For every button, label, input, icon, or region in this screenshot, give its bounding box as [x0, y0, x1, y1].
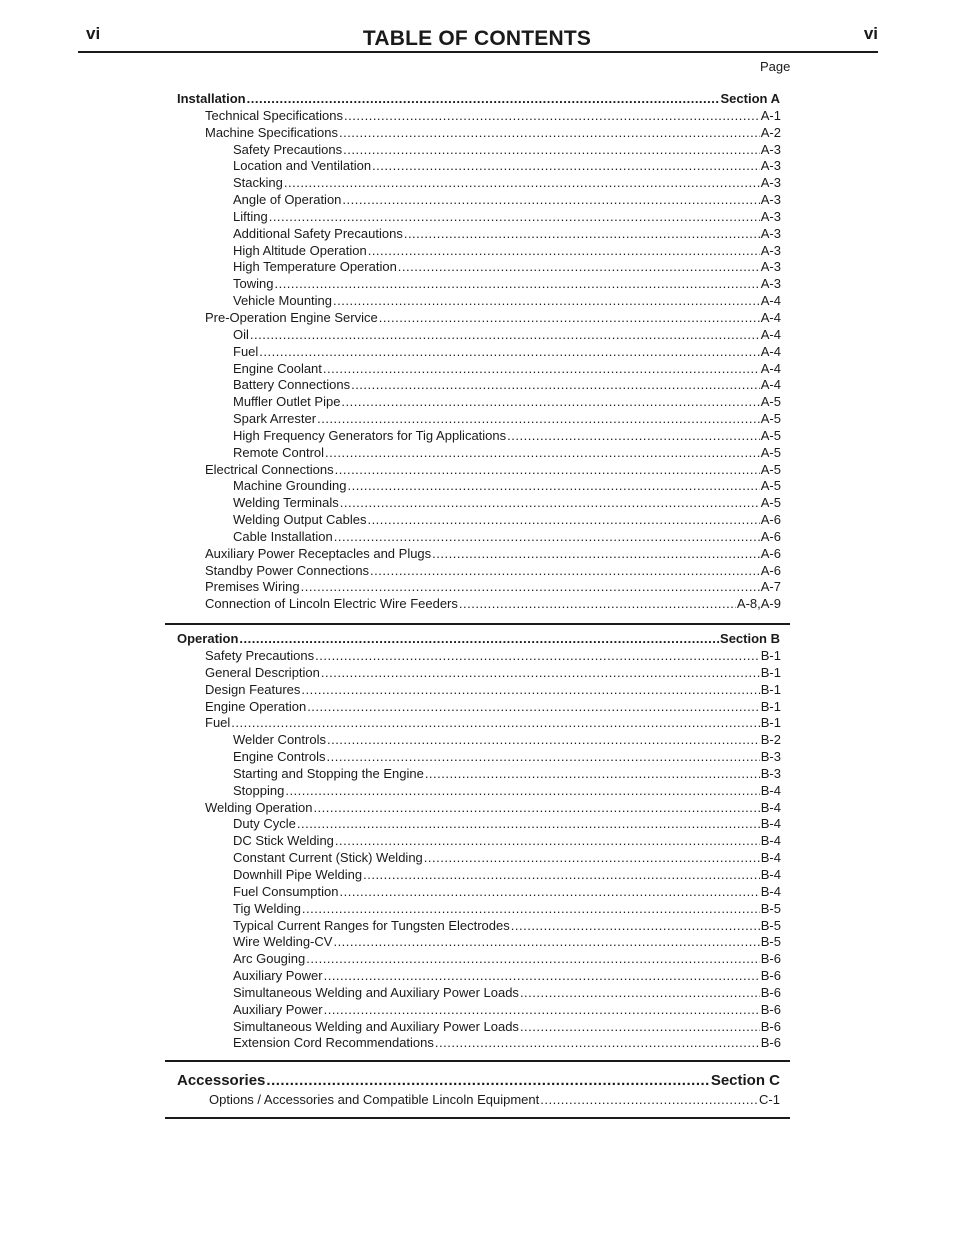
toc-entry-label: Engine Controls — [233, 749, 326, 765]
toc-entry-page: A-8,A-9 — [736, 596, 781, 612]
toc-entry[interactable] — [165, 293, 781, 310]
toc-entry[interactable] — [165, 800, 781, 817]
toc-entry-label: DC Stick Welding — [233, 833, 334, 849]
toc-entry[interactable] — [165, 579, 781, 596]
toc-entry[interactable] — [165, 1019, 781, 1036]
toc-entry-label: Simultaneous Welding and Auxiliary Power Loads — [233, 984, 519, 1000]
dot-leader — [297, 816, 760, 833]
toc-entry-page: A-3 — [760, 225, 781, 241]
dot-leader — [342, 192, 759, 209]
toc-entry[interactable] — [165, 158, 781, 175]
toc-entry-page: A-6 — [760, 512, 781, 528]
toc-entry-label: Premises Wiring — [205, 579, 300, 595]
toc-entry-label: Options / Accessories and Compatible Lincoln Equipment — [209, 1092, 540, 1108]
toc-entry-page: A-4 — [760, 343, 781, 359]
page-title: TABLE OF CONTENTS — [362, 27, 592, 50]
dot-leader — [324, 968, 760, 985]
toc-entry-page: A-5 — [760, 444, 781, 460]
toc-entry-label: Typical Current Ranges for Tungsten Electrodes — [233, 917, 510, 933]
toc-entry-label: Fuel Consumption — [233, 883, 339, 899]
dot-leader — [274, 276, 759, 293]
section-installation — [165, 91, 790, 613]
toc-entry-page: A-4 — [760, 293, 781, 309]
dot-leader — [459, 596, 736, 613]
toc-entry[interactable] — [165, 951, 781, 968]
dot-leader — [344, 108, 760, 125]
dot-leader — [343, 142, 760, 159]
toc-entry-label: Battery Connections — [233, 377, 351, 393]
toc-entry-label: Angle of Operation — [233, 192, 342, 208]
toc-entry-label: High Temperature Operation — [233, 259, 397, 275]
dot-leader — [424, 850, 760, 867]
toc-entry[interactable] — [165, 563, 781, 580]
toc-entry[interactable] — [165, 310, 781, 327]
toc-entry-page: A-4 — [760, 326, 781, 342]
toc-entry-label: Arc Gouging — [233, 951, 306, 967]
toc-entry[interactable] — [165, 108, 781, 125]
toc-entry[interactable] — [165, 648, 781, 665]
dot-leader — [333, 293, 760, 310]
dot-leader — [269, 209, 760, 226]
toc-entry[interactable] — [165, 192, 781, 209]
dot-leader — [432, 546, 760, 563]
dot-leader — [398, 259, 760, 276]
toc-section-heading[interactable]: Installation ..... Section A — [165, 91, 780, 108]
toc-entry[interactable] — [165, 934, 781, 951]
toc-entry-page: A-5 — [760, 495, 781, 511]
dot-leader — [347, 478, 759, 495]
toc-entry[interactable] — [165, 512, 781, 529]
toc-entry[interactable] — [165, 226, 781, 243]
toc-entry-label: Pre-Operation Engine Service — [205, 309, 378, 325]
toc-entry-page: B-1 — [760, 681, 781, 697]
toc-entry-label: Towing — [233, 276, 274, 292]
toc-entry-page: B-4 — [760, 883, 781, 899]
toc-entry-label: Starting and Stopping the Engine — [233, 765, 424, 781]
toc-entry-label: Engine Coolant — [233, 360, 322, 376]
dot-leader — [259, 344, 759, 361]
toc-entry-page: A-5 — [760, 461, 781, 477]
section-entries — [165, 1092, 790, 1109]
toc-entry-label: Oil — [233, 326, 249, 342]
toc-entry[interactable] — [165, 766, 781, 783]
toc-entry-label: Connection of Lincoln Electric Wire Feeders — [205, 596, 458, 612]
toc-entry-page: B-4 — [760, 799, 781, 815]
toc-entry-page: A-3 — [760, 158, 781, 174]
toc-entry[interactable] — [165, 901, 781, 918]
table-of-contents — [165, 91, 790, 1119]
toc-entry-page: B-5 — [760, 917, 781, 933]
toc-entry-page: A-3 — [760, 192, 781, 208]
toc-entry-label: Duty Cycle — [233, 816, 296, 832]
toc-entry[interactable] — [165, 732, 781, 749]
dot-leader — [335, 833, 760, 850]
dot-leader — [368, 243, 760, 260]
dot-leader — [363, 867, 760, 884]
toc-entry-label: Extension Cord Recommendations — [233, 1035, 434, 1051]
toc-entry[interactable] — [165, 1035, 781, 1052]
toc-entry-page: A-4 — [760, 309, 781, 325]
toc-entry-label: Spark Arrester — [233, 411, 317, 427]
toc-entry-page: B-6 — [760, 968, 781, 984]
toc-entry-label: General Description — [205, 664, 320, 680]
dot-leader — [325, 445, 760, 462]
dot-leader — [339, 125, 760, 142]
dot-leader — [307, 699, 760, 716]
dot-leader — [351, 377, 760, 394]
dot-leader — [315, 648, 760, 665]
toc-entry-page: B-6 — [760, 1018, 781, 1034]
dot-leader — [404, 226, 760, 243]
toc-entry[interactable] — [165, 209, 781, 226]
toc-entry-label: Auxiliary Power — [233, 1001, 323, 1017]
toc-entry-label: Technical Specifications — [205, 107, 344, 123]
dot-leader — [340, 884, 760, 901]
toc-entry-page: A-5 — [760, 478, 781, 494]
dot-leader — [520, 985, 760, 1002]
toc-entry[interactable] — [165, 1092, 780, 1109]
toc-entry-page: B-1 — [760, 648, 781, 663]
dot-leader — [285, 783, 759, 800]
toc-entry[interactable] — [165, 783, 781, 800]
dot-leader — [340, 495, 760, 512]
page-number-right: vi — [863, 24, 878, 43]
dot-leader — [301, 579, 760, 596]
toc-entry-page: C-1 — [759, 1092, 780, 1108]
dot-leader — [370, 563, 760, 580]
toc-entry-label: Lifting — [233, 208, 268, 224]
toc-entry-page: A-3 — [760, 242, 781, 258]
toc-entry-page: A-3 — [760, 175, 781, 191]
toc-entry-label: Safety Precautions — [205, 648, 315, 663]
dot-leader — [323, 361, 760, 378]
toc-entry[interactable] — [165, 259, 781, 276]
section-accessories — [165, 1070, 790, 1109]
toc-entry[interactable] — [165, 985, 781, 1002]
toc-entry-page: B-4 — [760, 866, 781, 882]
toc-entry[interactable] — [165, 884, 781, 901]
toc-entry-page: A-3 — [760, 259, 781, 275]
dot-leader — [334, 529, 760, 546]
toc-entry-label: Tig Welding — [233, 900, 301, 916]
toc-entry-label: Constant Current (Stick) Welding — [233, 850, 423, 866]
toc-entry[interactable] — [165, 276, 781, 293]
dot-leader — [425, 766, 760, 783]
toc-entry-label: Cable Installation — [233, 528, 333, 544]
dot-leader — [327, 749, 760, 766]
toc-entry[interactable] — [165, 394, 781, 411]
dot-leader — [335, 462, 760, 479]
toc-entry-label: High Altitude Operation — [233, 242, 367, 258]
toc-entry[interactable] — [165, 462, 781, 479]
toc-entry-page: B-4 — [760, 850, 781, 866]
dot-leader — [511, 918, 760, 935]
toc-entry-label: Welder Controls — [233, 732, 326, 748]
toc-entry-page: A-6 — [760, 545, 781, 561]
toc-entry[interactable] — [165, 327, 781, 344]
toc-entry-label: Design Features — [205, 681, 301, 697]
toc-entry-page: A-6 — [760, 562, 781, 578]
toc-entry[interactable] — [165, 411, 781, 428]
toc-entry-label: Fuel — [233, 343, 259, 359]
toc-entry-label: Auxiliary Power — [233, 968, 323, 984]
toc-entry[interactable] — [165, 749, 781, 766]
dot-leader — [306, 951, 760, 968]
dot-leader — [333, 934, 759, 951]
toc-entry-page: B-4 — [760, 833, 781, 849]
dot-leader — [250, 327, 760, 344]
toc-entry[interactable] — [165, 665, 781, 682]
toc-entry-label: Wire Welding-CV — [233, 934, 333, 950]
toc-entry[interactable] — [165, 715, 781, 732]
toc-entry-page: B-3 — [760, 749, 781, 765]
dot-leader — [379, 310, 760, 327]
toc-entry-page: A-5 — [760, 394, 781, 410]
toc-entry[interactable] — [165, 918, 781, 935]
section-entries — [165, 108, 790, 613]
toc-entry[interactable] — [165, 125, 781, 142]
toc-entry-label: Machine Specifications — [205, 124, 338, 140]
section-divider — [165, 1117, 790, 1119]
toc-entry[interactable] — [165, 495, 781, 512]
dot-leader — [367, 512, 759, 529]
toc-entry-page: B-1 — [760, 698, 781, 714]
dot-leader — [520, 1019, 760, 1036]
toc-entry-page: A-3 — [760, 141, 781, 157]
toc-entry-label: Auxiliary Power Receptacles and Plugs — [205, 545, 432, 561]
toc-entry-page: B-6 — [760, 984, 781, 1000]
dot-leader — [435, 1035, 760, 1052]
toc-entry[interactable] — [165, 833, 781, 850]
toc-entry[interactable] — [165, 428, 781, 445]
toc-entry-page: A-3 — [760, 276, 781, 292]
dot-leader — [540, 1092, 758, 1109]
toc-entry-label: Vehicle Mounting — [233, 293, 333, 309]
toc-entry[interactable] — [165, 377, 781, 394]
toc-entry-page: B-6 — [760, 1001, 781, 1017]
dot-leader — [284, 175, 760, 192]
toc-entry-label: Fuel — [205, 715, 231, 731]
toc-section-heading[interactable]: Accessories ..... Section C — [165, 1070, 780, 1092]
dot-leader — [301, 682, 759, 699]
toc-entry-label: Simultaneous Welding and Auxiliary Power Loads — [233, 1018, 519, 1034]
toc-entry[interactable] — [165, 596, 781, 613]
toc-entry[interactable] — [165, 478, 781, 495]
toc-entry[interactable] — [165, 445, 781, 462]
toc-entry-page: B-1 — [760, 664, 781, 680]
dot-leader — [327, 732, 760, 749]
toc-entry[interactable] — [165, 1002, 781, 1019]
toc-entry[interactable] — [165, 968, 781, 985]
dot-leader — [317, 411, 760, 428]
toc-entry[interactable] — [165, 867, 781, 884]
page-column-label: Page — [760, 59, 791, 74]
toc-entry-page: B-2 — [760, 732, 781, 748]
toc-entry-label: Stopping — [233, 782, 285, 798]
toc-entry-page: A-5 — [760, 427, 781, 443]
toc-entry-label: Downhill Pipe Welding — [233, 866, 363, 882]
toc-entry[interactable] — [165, 142, 781, 159]
dot-leader — [324, 1002, 760, 1019]
toc-entry-label: Welding Output Cables — [233, 512, 367, 528]
dot-leader — [302, 901, 760, 918]
toc-entry-page: B-6 — [760, 1035, 781, 1051]
toc-entry-label: Location and Ventilation — [233, 158, 372, 174]
dot-leader — [507, 428, 760, 445]
toc-entry-label: Machine Grounding — [233, 478, 347, 494]
section-entries — [165, 648, 790, 1052]
toc-entry-page: B-3 — [760, 765, 781, 781]
toc-entry-label: High Frequency Generators for Tig Applications — [233, 427, 507, 443]
toc-entry-page: A-7 — [760, 579, 781, 595]
toc-entry-page: A-2 — [760, 124, 781, 140]
toc-entry-label: Stacking — [233, 175, 283, 191]
toc-entry-page: B-4 — [760, 816, 781, 832]
section-operation — [165, 631, 790, 1052]
toc-entry[interactable] — [165, 816, 781, 833]
dot-leader — [372, 158, 760, 175]
toc-entry[interactable] — [165, 546, 781, 563]
toc-entry-label: Muffler Outlet Pipe — [233, 394, 341, 410]
toc-entry-label: Additional Safety Precautions — [233, 225, 403, 241]
toc-entry-page: B-5 — [760, 900, 781, 916]
toc-entry-label: Welding Operation — [205, 799, 313, 815]
toc-entry[interactable] — [165, 344, 781, 361]
toc-entry-label: Electrical Connections — [205, 461, 334, 477]
toc-entry-page: B-6 — [760, 951, 781, 967]
toc-entry-page: B-5 — [760, 934, 781, 950]
toc-entry-label: Welding Terminals — [233, 495, 339, 511]
dot-leader — [321, 665, 760, 682]
title-divider — [78, 51, 878, 53]
toc-entry[interactable] — [165, 361, 781, 378]
toc-entry-label: Standby Power Connections — [205, 562, 370, 578]
toc-entry[interactable] — [165, 175, 781, 192]
toc-entry[interactable] — [165, 243, 781, 260]
toc-entry-label: Engine Operation — [205, 698, 307, 714]
toc-entry[interactable] — [165, 699, 781, 716]
toc-entry-page: B-1 — [760, 715, 781, 731]
toc-section-heading[interactable]: Operation ..... Section B — [165, 631, 780, 648]
toc-entry[interactable] — [165, 682, 781, 699]
toc-entry-page: B-4 — [760, 782, 781, 798]
toc-entry[interactable] — [165, 850, 781, 867]
toc-entry-page: A-6 — [760, 528, 781, 544]
toc-entry-page: A-5 — [760, 411, 781, 427]
dot-leader — [341, 394, 759, 411]
toc-entry-page: A-1 — [760, 107, 781, 123]
toc-entry-label: Remote Control — [233, 444, 325, 460]
dot-leader — [313, 800, 759, 817]
dot-leader — [231, 715, 759, 732]
toc-entry-page: A-3 — [760, 208, 781, 224]
page-number-left: vi — [86, 24, 101, 43]
toc-entry-page: A-4 — [760, 377, 781, 393]
toc-entry[interactable] — [165, 529, 781, 546]
toc-entry-page: A-4 — [760, 360, 781, 376]
toc-entry-label: Safety Precautions — [233, 141, 343, 157]
